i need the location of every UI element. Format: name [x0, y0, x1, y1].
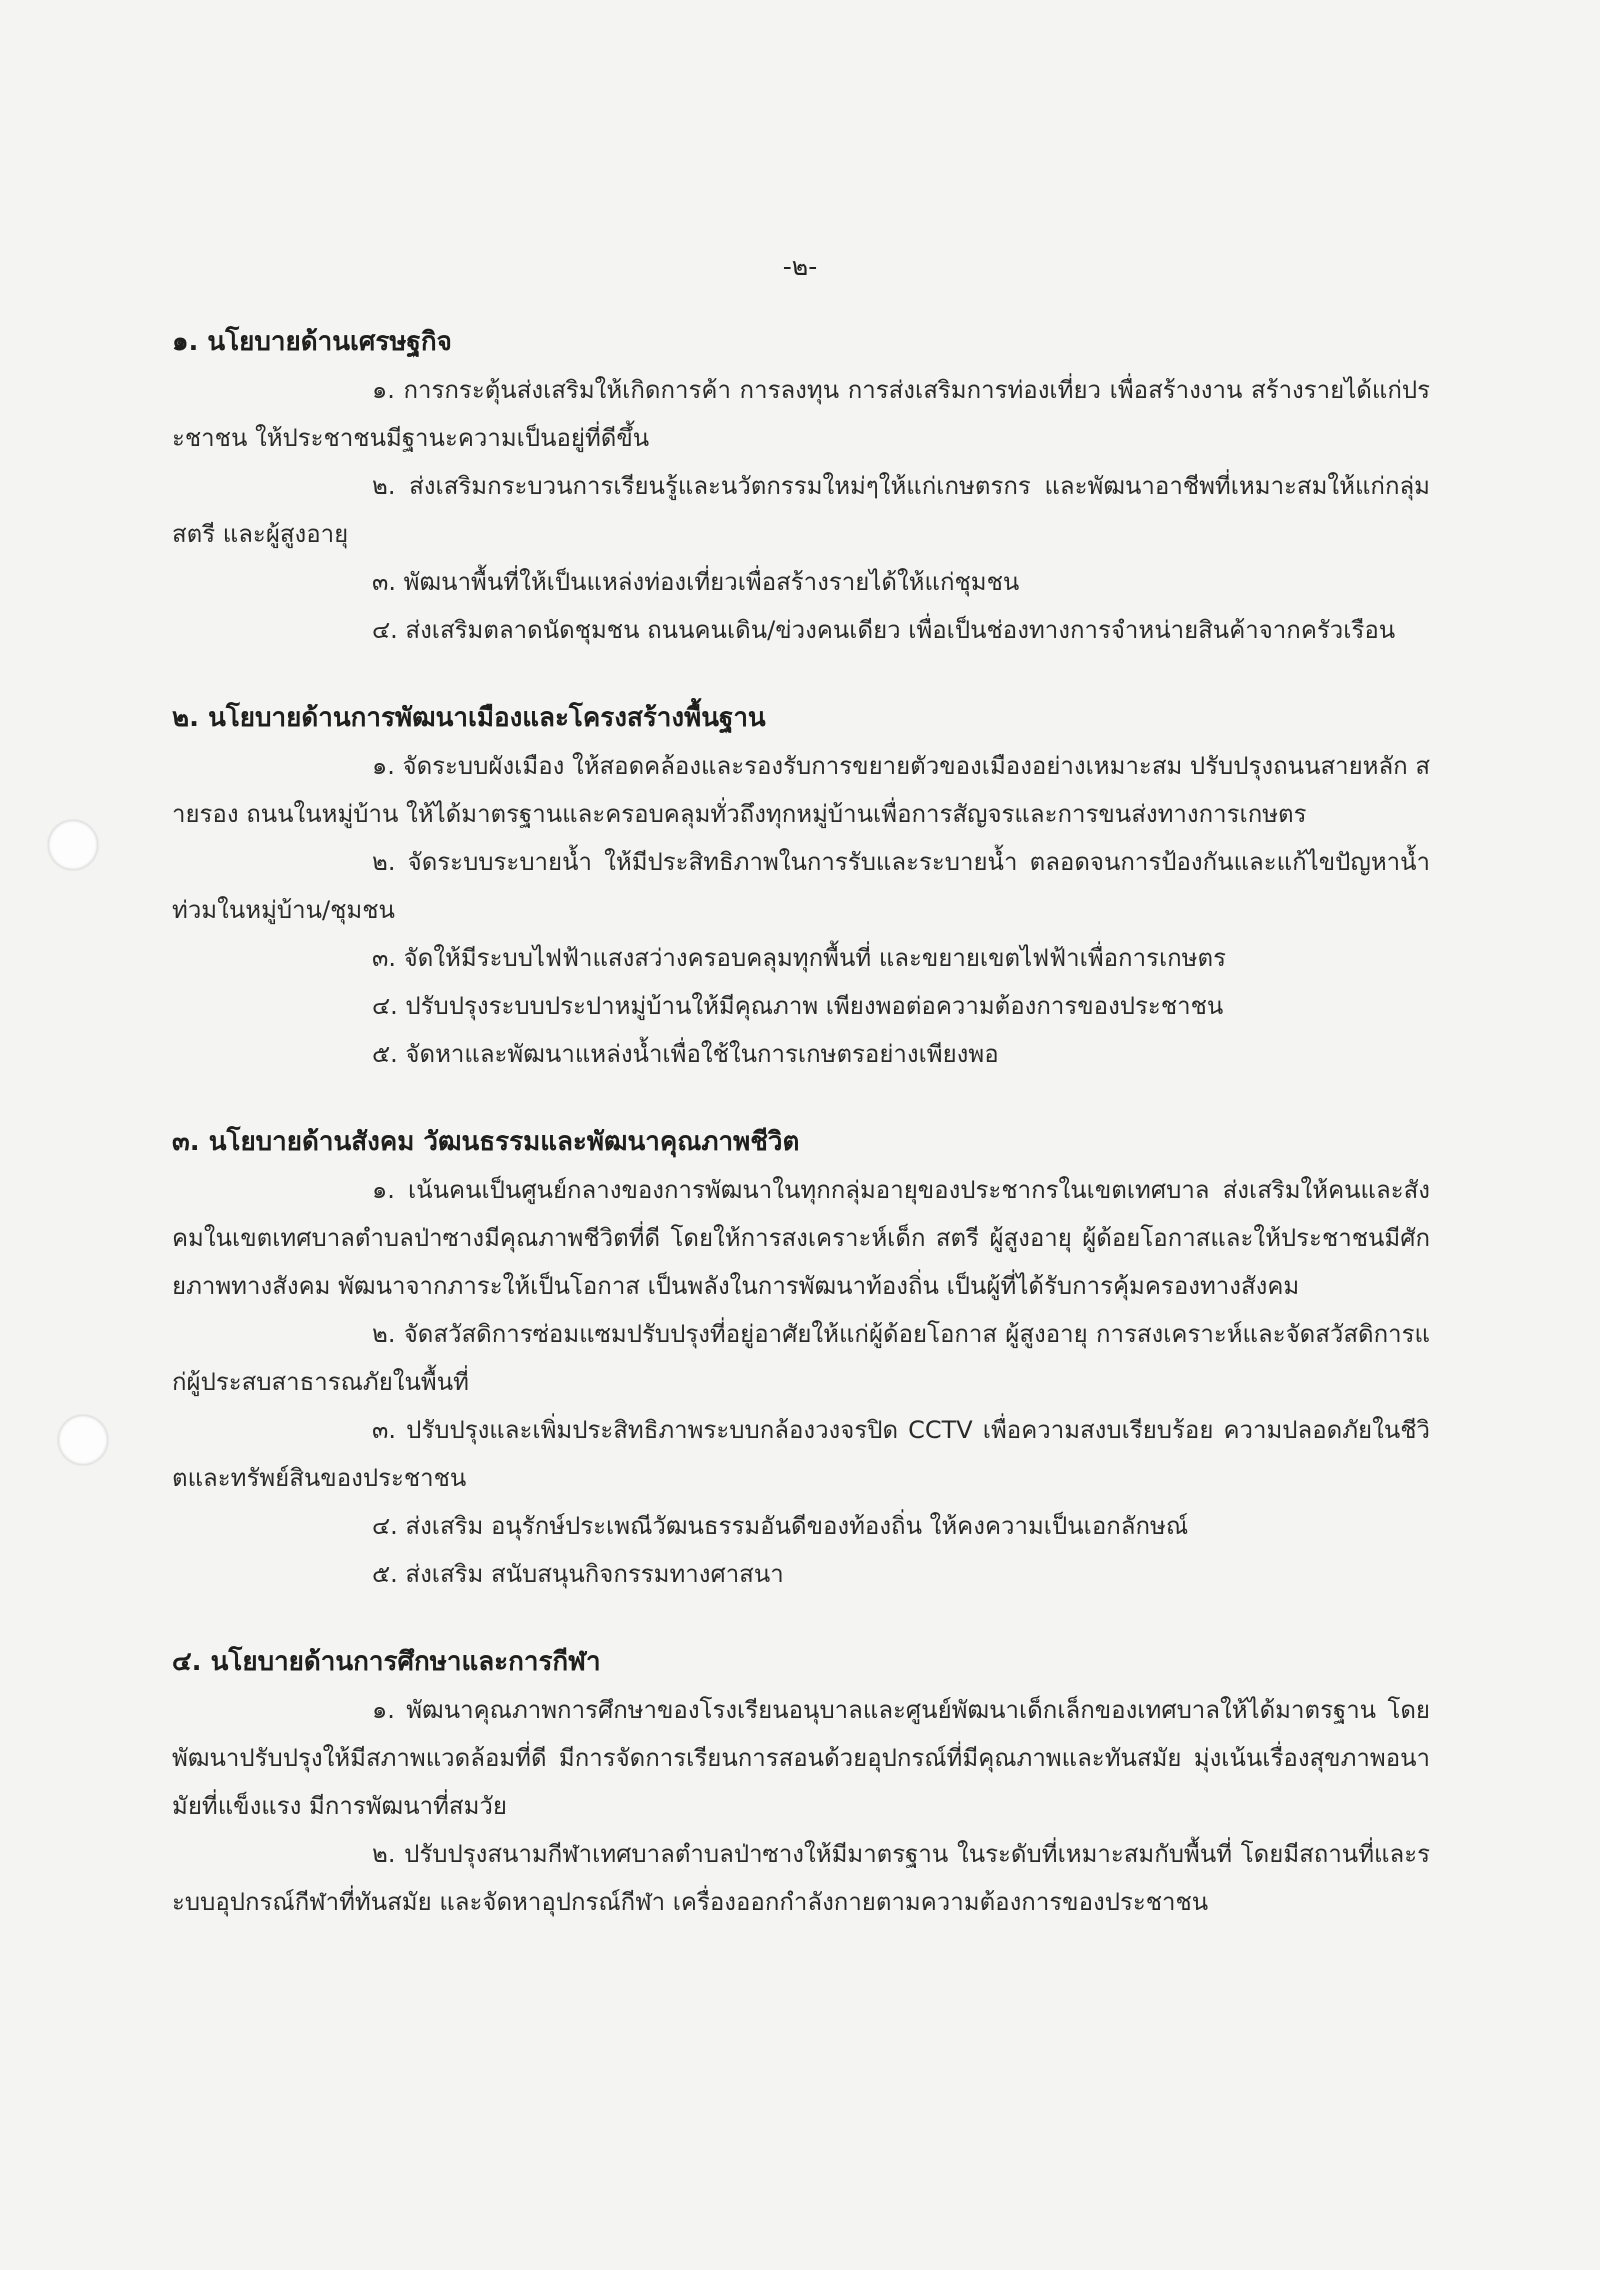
policy-section-infrastructure — [172, 694, 1430, 1078]
policy-item: ๔. ส่งเสริมตลาดนัดชุมชน ถนนคนเดิน/ข่วงคนเดียว เพื่อเป็นช่องทางการจำหน่ายสินค้าจากครัวเรือน — [372, 616, 1396, 644]
policy-item: ๑. เน้นคนเป็นศูนย์กลางของการพัฒนาในทุกกลุ่มอายุของประชากรในเขตเทศบาล ส่งเสริมให้คนและสังคมในเขตเทศบาลตำบลป่าซางมีคุณภาพชีวิตที่ดี โดยให้การสงเคราะห์เด็ก สตรี ผู้สูงอายุ ผู้ด้อยโอกาสและให้ประชาชนมีศักยภาพทางสังคม พัฒนาจากภาระให้เป็นโอกาส เป็นพลังในการพัฒนาท้องถิ่น เป็นผู้ที่ได้รับการคุ้มครองทางสังคม — [172, 1176, 1430, 1300]
document-body — [172, 318, 1430, 1966]
section-heading: ๒. นโยบายด้านการพัฒนาเมืองและโครงสร้างพื้นฐาน — [172, 703, 766, 733]
policy-item: ๒. จัดสวัสดิการซ่อมแซมปรับปรุงที่อยู่อาศัยให้แก่ผู้ด้อยโอกาส ผู้สูงอายุ การสงเคราะห์และจัดสวัสดิการแก่ผู้ประสบสาธารณภัยในพื้นที่ — [172, 1320, 1430, 1396]
policy-item: ๒. ปรับปรุงสนามกีฬาเทศบาลตำบลป่าซางให้มีมาตรฐาน ในระดับที่เหมาะสมกับพื้นที่ โดยมีสถานที่และระบบอุปกรณ์กีฬาที่ทันสมัย และจัดหาอุปกรณ์กีฬา เครื่องออกกำลังกายตามความต้องการของประชาชน — [172, 1840, 1430, 1916]
section-heading: ๓. นโยบายด้านสังคม วัฒนธรรมและพัฒนาคุณภาพชีวิต — [172, 1127, 800, 1157]
policy-section-society — [172, 1118, 1430, 1598]
policy-item: ๒. ส่งเสริมกระบวนการเรียนรู้และนวัตกรรมใหม่ๆให้แก่เกษตรกร และพัฒนาอาชีพที่เหมาะสมให้แก่กลุ่มสตรี และผู้สูงอายุ — [172, 472, 1430, 548]
policy-item: ๓. ปรับปรุงและเพิ่มประสิทธิภาพระบบกล้องวงจรปิด CCTV เพื่อความสงบเรียบร้อย ความปลอดภัยในชีวิตและทรัพย์สินของประชาชน — [172, 1416, 1430, 1492]
policy-item: ๒. จัดระบบระบายน้ำ ให้มีประสิทธิภาพในการรับและระบายน้ำ ตลอดจนการป้องกันและแก้ไขปัญหาน้ำท่วมในหมู่บ้าน/ชุมชน — [172, 848, 1430, 924]
policy-item: ๕. ส่งเสริม สนับสนุนกิจกรรมทางศาสนา — [372, 1560, 784, 1588]
punch-hole-bottom — [58, 1415, 108, 1465]
section-heading: ๑. นโยบายด้านเศรษฐกิจ — [172, 327, 452, 357]
page-number: -๒- — [782, 252, 818, 281]
section-heading: ๔. นโยบายด้านการศึกษาและการกีฬา — [172, 1647, 601, 1677]
policy-item: ๑. จัดระบบผังเมือง ให้สอดคล้องและรองรับการขยายตัวของเมืองอย่างเหมาะสม ปรับปรุงถนนสายหลัก สายรอง ถนนในหมู่บ้าน ให้ได้มาตรฐานและครอบคลุมทั่วถึงทุกหมู่บ้านเพื่อการสัญจรและการขนส่งทางการเกษตร — [172, 752, 1430, 828]
policy-section-economy — [172, 318, 1430, 654]
policy-item: ๔. ส่งเสริม อนุรักษ์ประเพณีวัฒนธรรมอันดีของท้องถิ่น ให้คงความเป็นเอกลักษณ์ — [372, 1512, 1189, 1540]
policy-item: ๔. ปรับปรุงระบบประปาหมู่บ้านให้มีคุณภาพ เพียงพอต่อความต้องการของประชาชน — [372, 992, 1224, 1020]
policy-item: ๓. จัดให้มีระบบไฟฟ้าแสงสว่างครอบคลุมทุกพื้นที่ และขยายเขตไฟฟ้าเพื่อการเกษตร — [372, 944, 1226, 972]
punch-hole-top — [48, 820, 98, 870]
policy-item: ๓. พัฒนาพื้นที่ให้เป็นแหล่งท่องเที่ยวเพื่อสร้างรายได้ให้แก่ชุมชน — [372, 568, 1020, 596]
policy-item: ๑. พัฒนาคุณภาพการศึกษาของโรงเรียนอนุบาลและศูนย์พัฒนาเด็กเล็กของเทศบาลให้ได้มาตรฐาน โดยพัฒนาปรับปรุงให้มีสภาพแวดล้อมที่ดี มีการจัดการเรียนการสอนด้วยอุปกรณ์ที่มีคุณภาพและทันสมัย มุ่งเน้นเรื่องสุขภาพอนามัยที่แข็งแรง มีการพัฒนาที่สมวัย — [172, 1696, 1430, 1820]
policy-item: ๕. จัดหาและพัฒนาแหล่งน้ำเพื่อใช้ในการเกษตรอย่างเพียงพอ — [372, 1040, 999, 1068]
policy-section-education — [172, 1638, 1430, 1926]
policy-item: ๑. การกระตุ้นส่งเสริมให้เกิดการค้า การลงทุน การส่งเสริมการท่องเที่ยว เพื่อสร้างงาน สร้างรายได้แก่ประชาชน ให้ประชาชนมีฐานะความเป็นอยู่ที่ดีขึ้น — [172, 376, 1430, 452]
